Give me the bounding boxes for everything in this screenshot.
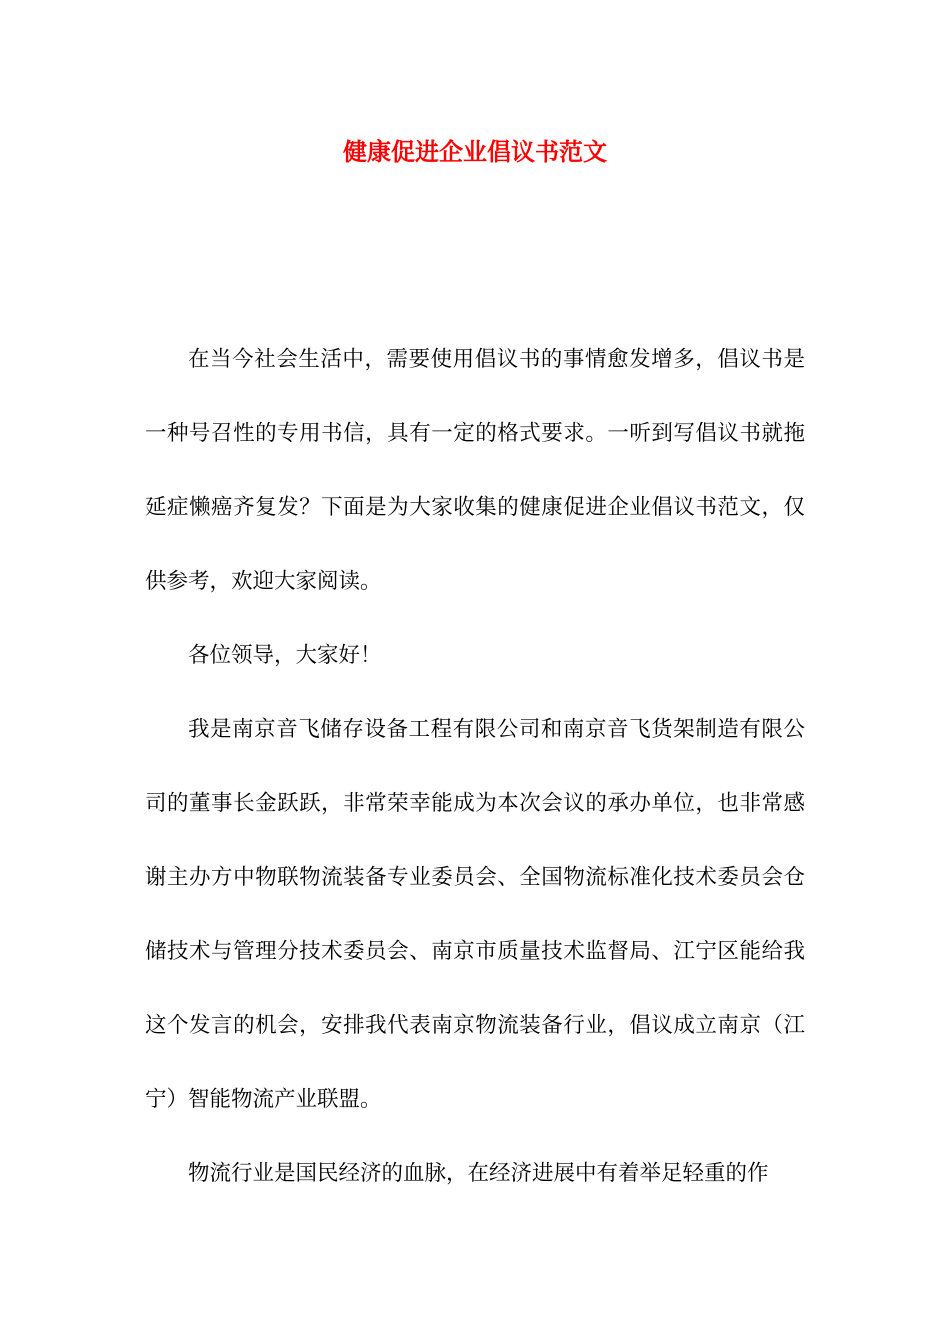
- paragraph-speaker-intro: 我是南京音飞储存设备工程有限公司和南京音飞货架制造有限公司的董事长金跃跃，非常荣幸能成为本次会议的承办单位，也非常感谢主办方中物联物流装备专业委员会、全国物流标准化技术委员会仓储技术与管理分技术委员会、南京市质量技术监督局、江宁区能给我这个发言的机会，安排我代表南京物流装备行业，倡议成立南京（江宁）智能物流产业联盟。: [145, 717, 805, 1112]
- paragraph-intro: 在当今社会生活中，需要使用倡议书的事情愈发增多，倡议书是一种号召性的专用书信，具有一定的格式要求。一听到写倡议书就拖延症懒癌齐复发？下面是为大家收集的健康促进企业倡议书范文，仅供参考，欢迎大家阅读。: [145, 347, 805, 594]
- paragraph-logistics: 物流行业是国民经济的血脉，在经济进展中有着举足轻重的作: [188, 1161, 769, 1186]
- document-title: 健康促进企业倡议书范文: [343, 137, 607, 166]
- document-body: [145, 323, 805, 1211]
- paragraph-greeting: 各位领导，大家好！: [188, 643, 382, 668]
